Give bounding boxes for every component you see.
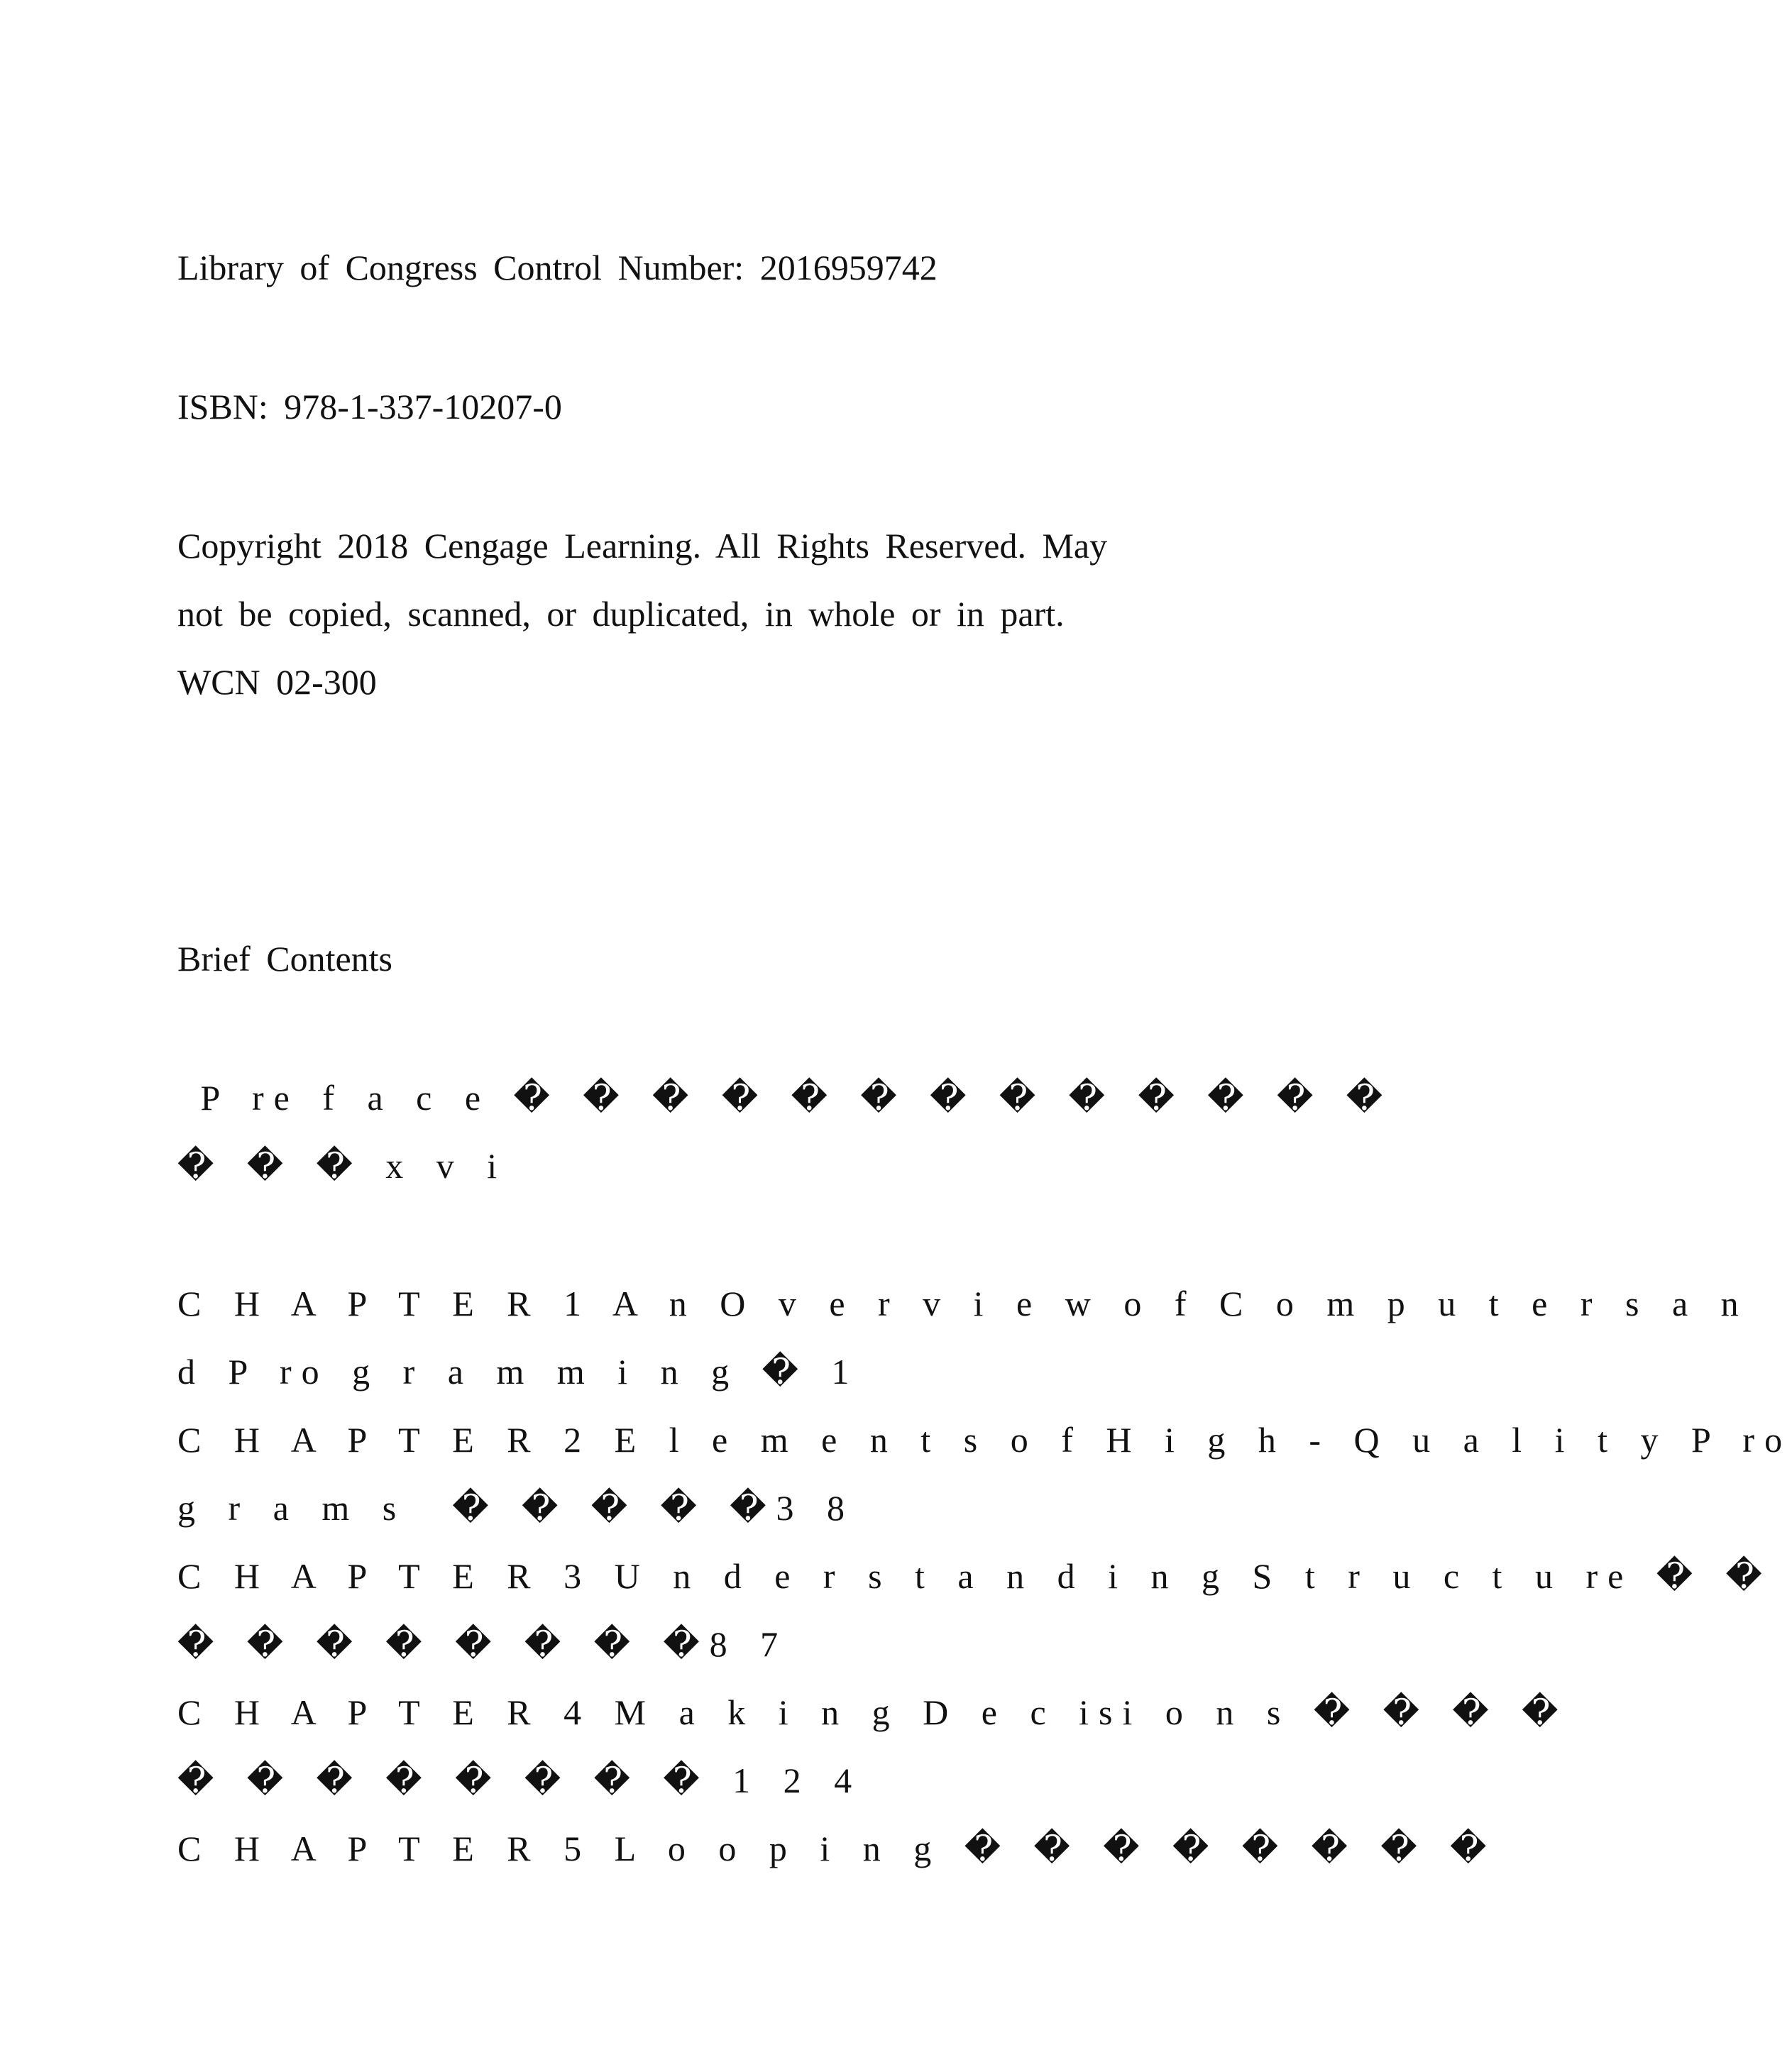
toc-line: � � � x v i: [177, 1146, 507, 1186]
isbn-line: ISBN: 978-1-337-10207-0: [177, 387, 562, 426]
copyright-line-1: Copyright 2018 Cengage Learning. All Rights Reserved. May: [177, 526, 1108, 566]
toc-line: � � � � � � � � 1 2 4: [177, 1761, 862, 1800]
toc-line: C H A P T E R 2 E l e m e n t s o f H i g h - Q u a l i t y P ro: [177, 1420, 1792, 1460]
brief-contents-heading: Brief Contents: [177, 939, 393, 979]
toc-line: P re f a c e � � � � � � � � � � � � �: [177, 1078, 1393, 1118]
toc-line: g r a m s � � � � �3 8: [177, 1488, 855, 1528]
toc-line: C H A P T E R 1 A n O v e r v i e w o f C o m p u t e r s a n: [177, 1284, 1749, 1323]
toc-line: d P ro g r a m m i n g � 1: [177, 1352, 859, 1392]
toc-line: C H A P T E R 3 U n d e r s t a n d i n g S t r u c t u re � �: [177, 1556, 1772, 1596]
toc-line: C H A P T E R 4 M a k i n g D e c isi o n s � � � �: [177, 1692, 1568, 1732]
toc-line: � � � � � � � �8 7: [177, 1624, 788, 1664]
lccn-line: Library of Congress Control Number: 2016959742: [177, 248, 938, 287]
copyright-line-2: not be copied, scanned, or duplicated, in whole or in part.: [177, 594, 1065, 634]
wcn-line: WCN 02-300: [177, 662, 377, 702]
toc-line: C H A P T E R 5 L o o p i n g � � � � � � � �: [177, 1829, 1497, 1868]
